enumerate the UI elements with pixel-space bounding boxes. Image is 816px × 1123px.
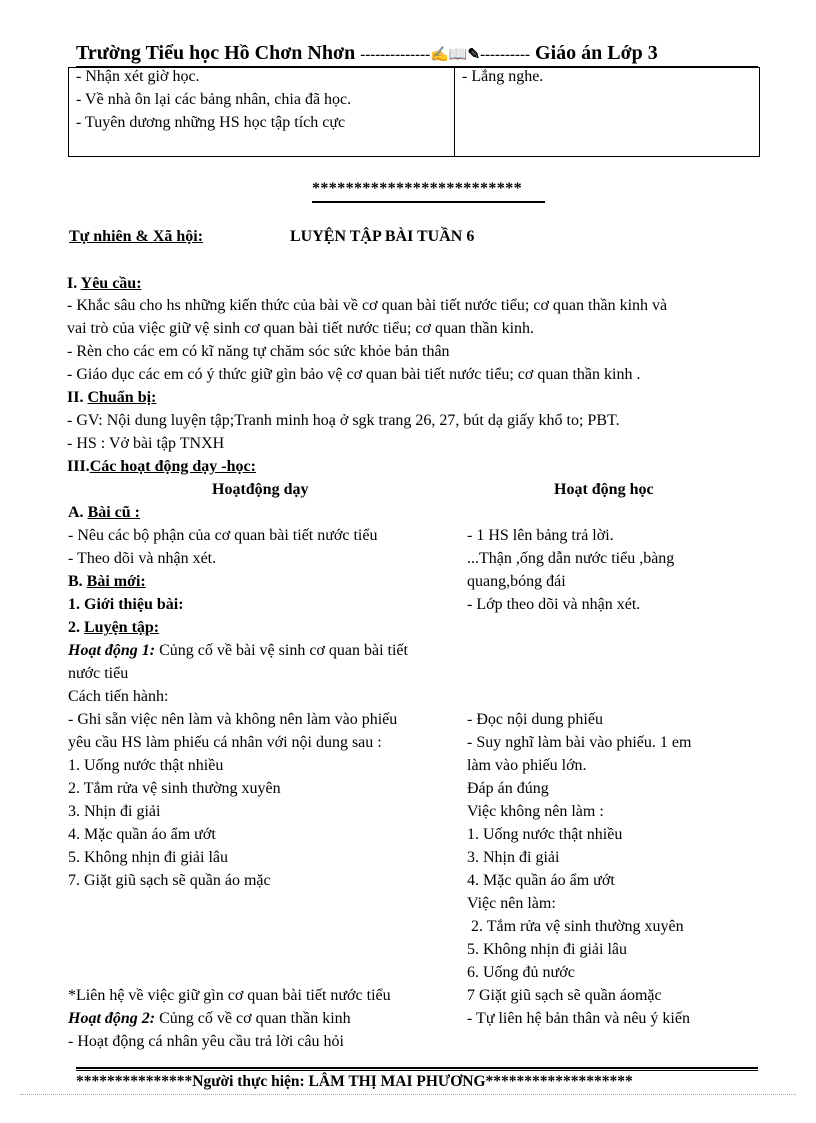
activity1-learn: 6. Uống đủ nước	[467, 964, 575, 981]
preparation-heading: II. Chuẩn bị:	[67, 389, 157, 406]
footer-rule	[76, 1067, 758, 1069]
activity1-learn: - Suy nghĩ làm bài vào phiếu. 1 em	[467, 734, 692, 751]
author-name: Người thực hiện: LÂM THỊ MAI PHƯƠNG	[192, 1073, 486, 1090]
method-label: Cách tiến hành:	[68, 688, 169, 705]
relate-note: *Liên hệ về việc giữ gìn cơ quan bài tiết nước tiểu	[68, 987, 391, 1004]
activity1-learn: 1. Uống nước thật nhiều	[467, 826, 623, 843]
preparation-line: - HS : Vở bài tập TNXH	[67, 435, 225, 452]
activity1-learn: 2. Tắm rửa vệ sinh thường xuyên	[467, 918, 684, 935]
top-table-left-line: - Về nhà ôn lại các bảng nhân, chia đã học.	[76, 91, 352, 108]
school-name: Trường Tiểu học Hồ Chơn Nhơn	[76, 42, 356, 64]
activity1-teach: 5. Không nhịn đi giải lâu	[68, 849, 228, 866]
lesson-plan-label: Giáo án Lớp 3	[535, 42, 658, 64]
activity1-learn: Đáp án đúng	[467, 780, 549, 797]
book-pen-icon: ✍📖✎	[430, 47, 481, 63]
teach-column-header: Hoạtđộng dạy	[212, 481, 309, 498]
activity1-learn: 5. Không nhịn đi giải lâu	[467, 941, 627, 958]
activity2-learn: - Tự liên hệ bản thân và nêu ý kiến	[467, 1010, 690, 1027]
page-bottom-edge	[20, 1094, 796, 1095]
intro-learn: - Lớp theo dõi và nhận xét.	[467, 596, 641, 613]
star-separator: *************************	[312, 180, 522, 197]
requirements-line: - Giáo dục các em có ý thức giữ gìn bảo vệ cơ quan bài tiết nước tiểu; cơ quan thần kinh .	[67, 366, 641, 383]
activity2-teach: - Hoạt động cá nhân yêu cầu trả lời câu hỏi	[68, 1033, 344, 1050]
new-lesson-heading: B. Bài mới:	[68, 573, 146, 590]
activities-heading: III.Các hoạt động dạy -học:	[67, 458, 256, 475]
activity1-learn: Việc nên làm:	[467, 895, 556, 912]
page-footer	[76, 1073, 633, 1091]
old-lesson-heading: A. Bài cũ :	[68, 504, 141, 521]
activity1-teach: 7. Giặt giũ sạch sẽ quần áo mặc	[68, 872, 271, 889]
activity1-teach: - Ghi sẵn việc nên làm và không nên làm vào phiếu	[68, 711, 398, 728]
old-lesson-learn: - 1 HS lên bảng trả lời.	[467, 527, 614, 544]
activity1-teach: 4. Mặc quần áo ẩm ướt	[68, 826, 216, 843]
old-lesson-learn: quang,bóng đái	[467, 573, 566, 590]
learn-column-header: Hoạt động học	[554, 481, 654, 498]
subject-label: Tự nhiên & Xã hội:	[69, 228, 204, 245]
requirements-line: - Khắc sâu cho hs những kiến thức của bài về cơ quan bài tiết nước tiểu; cơ quan thần kinh và	[67, 297, 668, 314]
old-lesson-teach: - Nêu các bộ phận của cơ quan bài tiết nước tiểu	[68, 527, 378, 544]
requirements-line: vai trò của việc giữ vệ sinh cơ quan bài tiết nước tiểu; cơ quan thần kinh.	[67, 320, 535, 337]
old-lesson-learn: ...Thận ,ống dẫn nước tiểu ,bàng	[467, 550, 675, 567]
requirements-heading: I. Yêu cầu:	[67, 275, 142, 292]
activity1-teach: 3. Nhịn đi giải	[68, 803, 161, 820]
top-table-left-line: - Tuyên dương những HS học tập tích cực	[76, 114, 346, 131]
activity1-heading-cont: nước tiểu	[68, 665, 129, 682]
top-table-left-line: - Nhận xét giờ học.	[76, 68, 200, 85]
activity1-teach: yêu cầu HS làm phiếu cá nhân với nội dung sau :	[68, 734, 382, 751]
activity1-learn: Việc không nên làm :	[467, 803, 604, 820]
requirements-line: - Rèn cho các em có kĩ năng tự chăm sóc sức khỏe bản thân	[67, 343, 450, 360]
activity1-teach: 2. Tắm rửa vệ sinh thường xuyên	[68, 780, 281, 797]
old-lesson-teach: - Theo dõi và nhận xét.	[68, 550, 217, 567]
header-dashes-right: ----------	[480, 47, 531, 63]
footer-stars-left: ***************	[76, 1073, 193, 1090]
top-table-right-line: - Lắng nghe.	[462, 68, 544, 85]
practice-heading: 2. Luyện tập:	[68, 619, 160, 636]
page-header	[76, 42, 658, 65]
preparation-line: - GV: Nội dung luyện tập;Tranh minh hoạ ở sgk trang 26, 27, bút dạ giấy khổ to; PBT.	[67, 412, 620, 429]
footer-stars-right: *******************	[485, 1073, 633, 1090]
lesson-title: LUYỆN TẬP BÀI TUẦN 6	[290, 228, 475, 245]
activity1-learn: 4. Mặc quần áo ẩm ướt	[467, 872, 615, 889]
separator-underline	[312, 201, 545, 203]
activity1-teach: 1. Uống nước thật nhiều	[68, 757, 224, 774]
activity2-heading: Hoạt động 2: Củng cố về cơ quan thần kinh	[68, 1010, 351, 1027]
header-dashes-left: --------------	[360, 47, 431, 63]
footer-rule-thin	[76, 1070, 758, 1071]
intro-heading: 1. Giới thiệu bài:	[68, 596, 184, 613]
activity1-learn: 3. Nhịn đi giải	[467, 849, 560, 866]
activity1-learn: làm vào phiếu lớn.	[467, 757, 587, 774]
activity1-heading: Hoạt động 1: Củng cố về bài vệ sinh cơ quan bài tiết	[68, 642, 408, 659]
activity1-learn: - Đọc nội dung phiếu	[467, 711, 603, 728]
activity1-learn: 7 Giặt giũ sạch sẽ quần áomặc	[467, 987, 662, 1004]
